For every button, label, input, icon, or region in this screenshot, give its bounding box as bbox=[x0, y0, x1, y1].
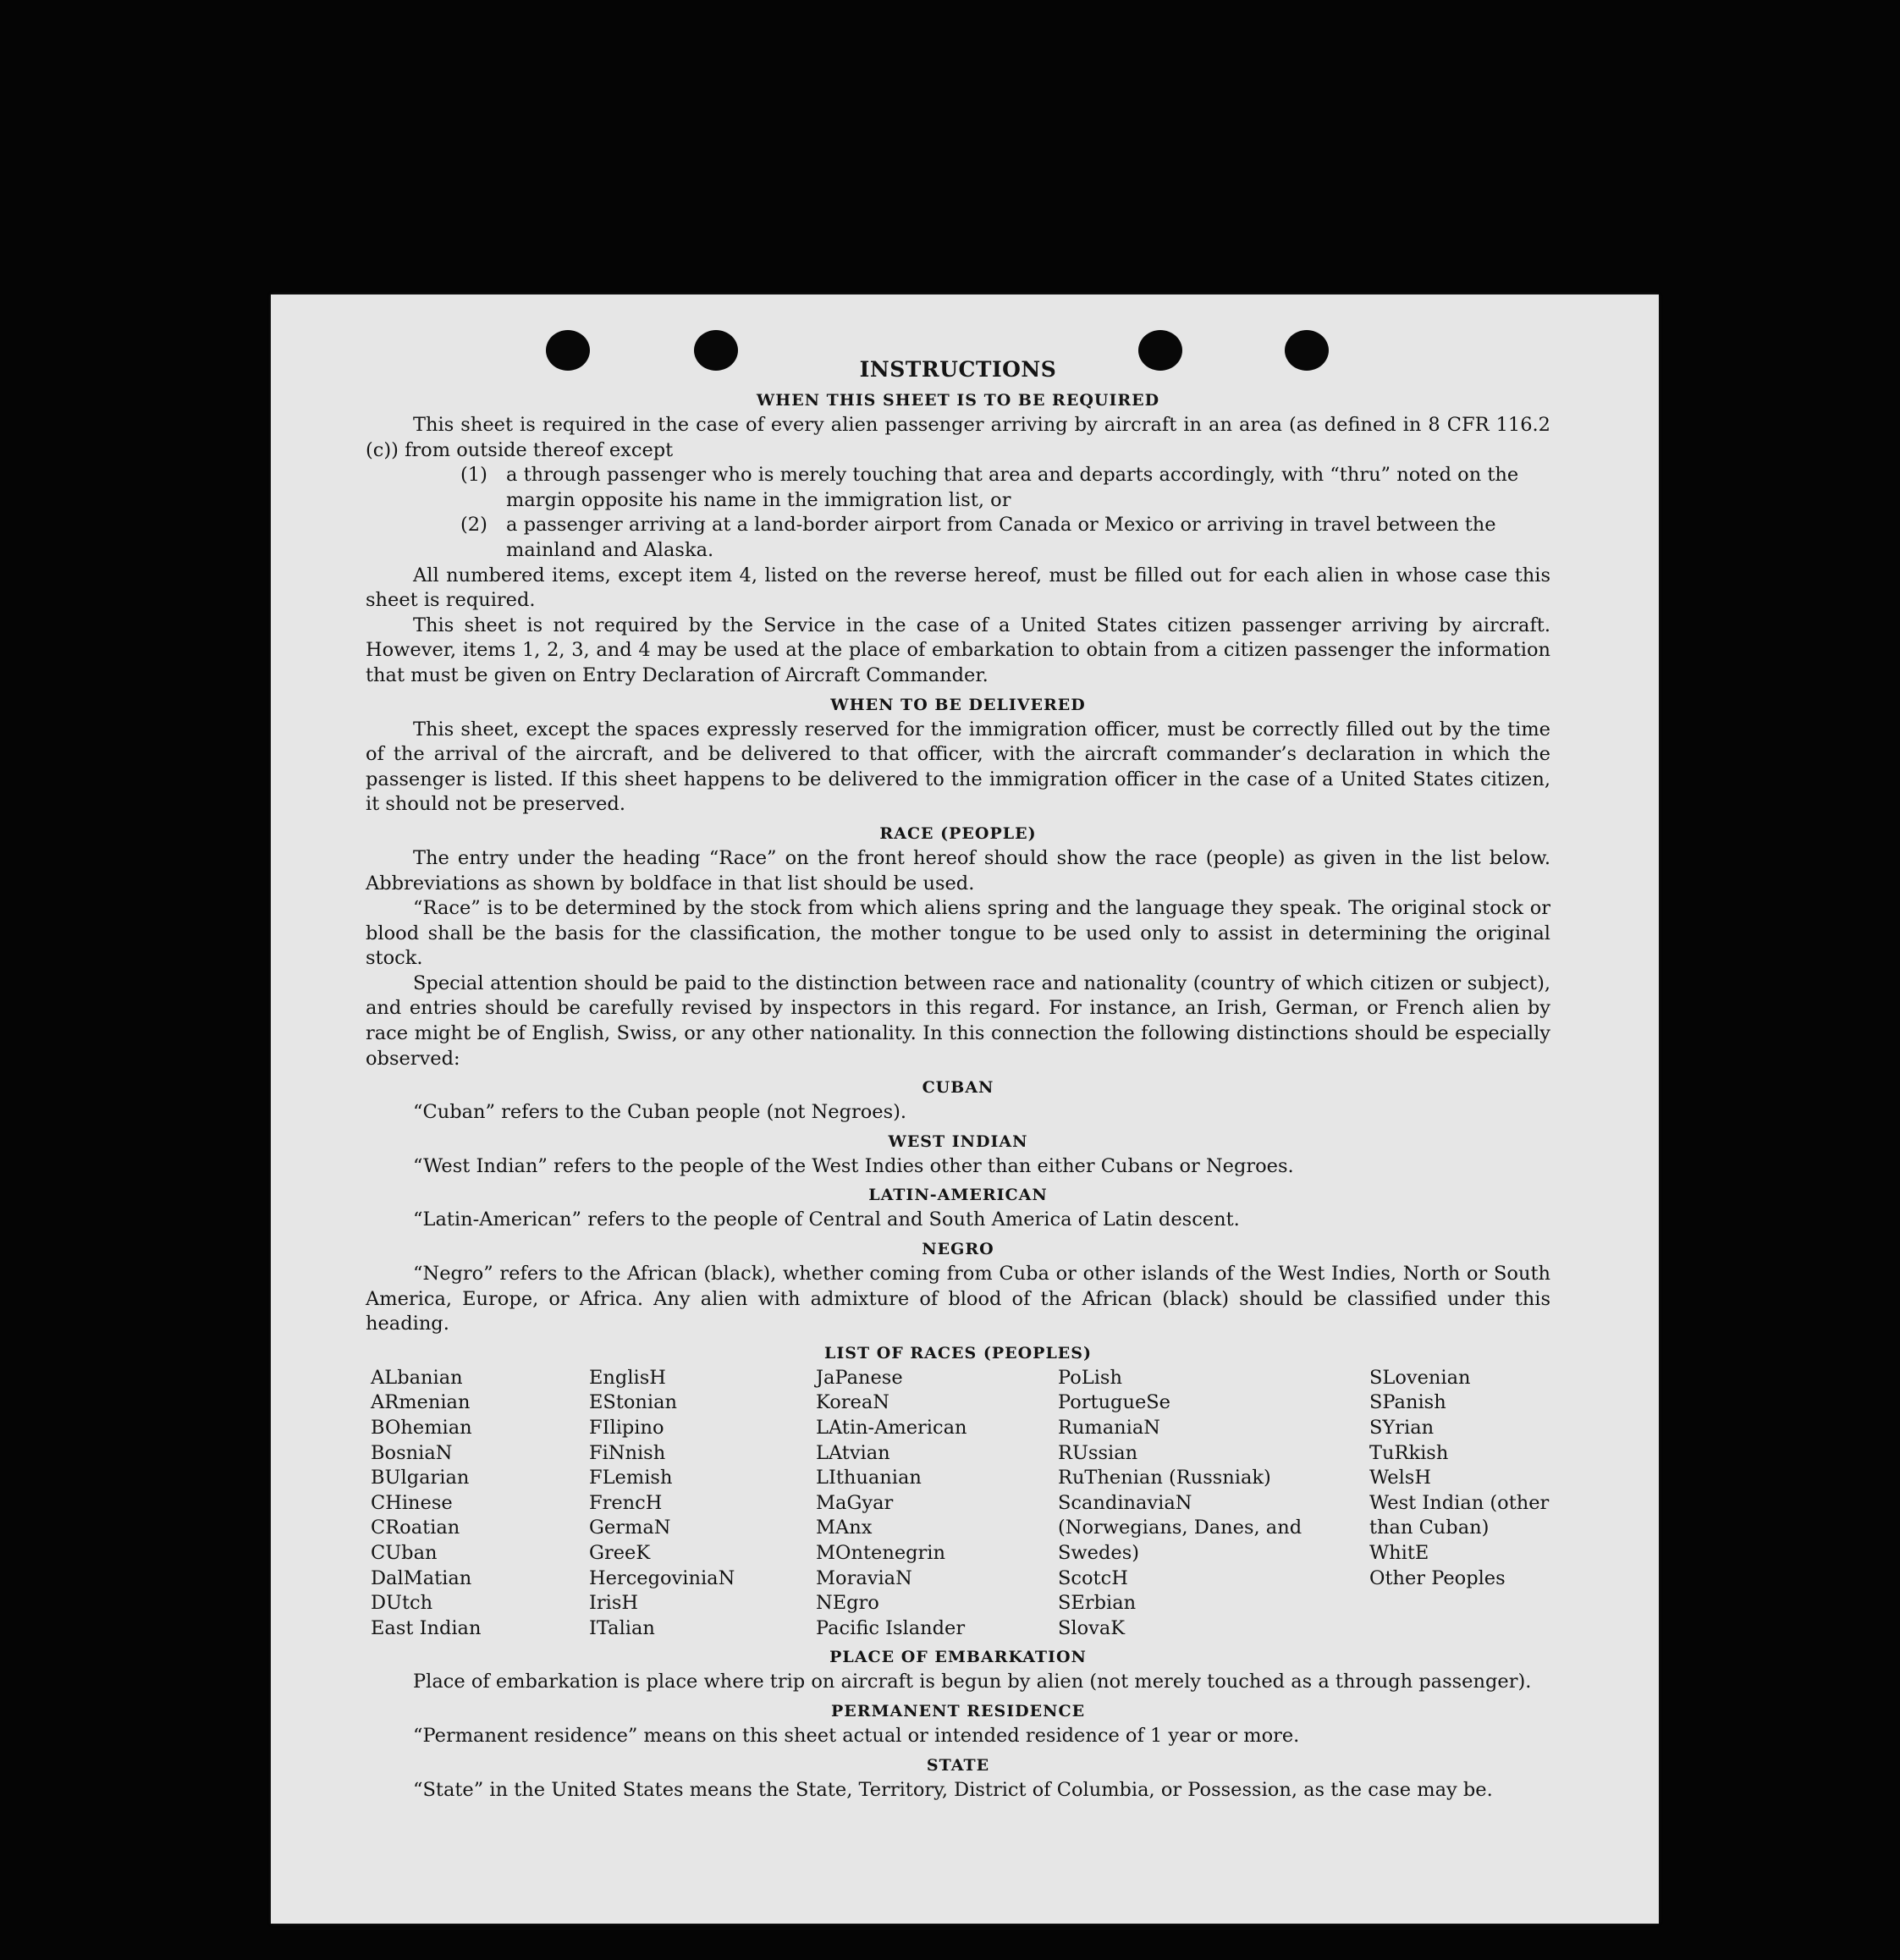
race-entry: FLemish bbox=[589, 1467, 673, 1489]
heading-latin-american: LATIN-AMERICAN bbox=[868, 1186, 1048, 1205]
race-entry: FIlipino bbox=[589, 1417, 664, 1439]
west-indian-text: “West Indian” refers to the people of the West Indies other than either Cubans or Negroes. bbox=[413, 1154, 1294, 1177]
heading-negro: NEGRO bbox=[922, 1240, 994, 1259]
race-entry: MoraviaN bbox=[816, 1566, 912, 1589]
race-entry: SLovenian bbox=[1369, 1366, 1471, 1389]
race-entry: East Indian bbox=[371, 1616, 482, 1639]
residence-text: “Permanent residence” means on this sheet actual or intended residence of 1 year or more. bbox=[413, 1724, 1300, 1747]
race-entry: DalMatian bbox=[371, 1566, 472, 1589]
race-entry: West Indian (other than Cuban) bbox=[1369, 1491, 1550, 1539]
latin-american-text: “Latin-American” refers to the people of Central and South America of Latin descent. bbox=[413, 1208, 1240, 1231]
race-entry: KoreaN bbox=[816, 1391, 889, 1414]
race-entry: SYrian bbox=[1369, 1417, 1435, 1439]
heading-when-delivered: WHEN TO BE DELIVERED bbox=[830, 695, 1086, 714]
race-column bbox=[589, 1366, 816, 1642]
when-required-para3: This sheet is not required by the Service in the case of a United States citizen passenger arriving by aircraft. However, items 1, 2, 3, and 4 may be used at the place of embarkation to obtain from a citizen passenger the information that must be given on Entry Declaration of Aircraft Commander. bbox=[366, 614, 1550, 686]
race-column bbox=[1369, 1366, 1556, 1642]
race-entry: RUssian bbox=[1058, 1441, 1138, 1464]
heading-when-required: WHEN THIS SHEET IS TO BE REQUIRED bbox=[756, 391, 1160, 410]
heading-list-of-races: LIST OF RACES (PEOPLES) bbox=[824, 1343, 1092, 1363]
race-entry: CHinese bbox=[371, 1491, 453, 1514]
item-number: (1) bbox=[460, 464, 487, 487]
heading-permanent-residence: PERMANENT RESIDENCE bbox=[830, 1701, 1086, 1721]
race-entry: CRoatian bbox=[371, 1517, 460, 1539]
race-entry: LAtvian bbox=[816, 1441, 890, 1464]
race-entry: EStonian bbox=[589, 1391, 678, 1414]
race-entry: TuRkish bbox=[1369, 1441, 1449, 1464]
race-entry: MaGyar bbox=[816, 1491, 894, 1514]
race-entry: BOhemian bbox=[371, 1417, 472, 1439]
negro-text: “Negro” refers to the African (black), whether coming from Cuba or other islands of the West Indies, North or South America, Europe, or Africa. Any alien with admixture of blood of the African (black) should be classified under this heading. bbox=[366, 1263, 1550, 1335]
item-number: (2) bbox=[460, 514, 487, 537]
race-entry: RuThenian (Russniak) bbox=[1058, 1467, 1271, 1489]
when-delivered-text: This sheet, except the spaces expressly reserved for the immigration officer, must be correctly filled out by the time of the arrival of the aircraft, and be delivered to that officer, with the aircraft commander’s declaration in which the passenger is listed. If this sheet happens to be delivered to the immigration officer in the case of a United States citizen, it should not be preserved. bbox=[366, 718, 1550, 816]
race-entry: Other Peoples bbox=[1369, 1566, 1506, 1589]
page-title: INSTRUCTIONS bbox=[859, 357, 1057, 382]
race-entry: ScotcH bbox=[1058, 1566, 1128, 1589]
item-text: a passenger arriving at a land-border airport from Canada or Mexico or arriving in travel between the mainland and Alaska. bbox=[506, 514, 1496, 561]
race-entry: BosniaN bbox=[371, 1441, 453, 1464]
race-entry: SlovaK bbox=[1058, 1616, 1126, 1639]
race-entry: SErbian bbox=[1058, 1592, 1137, 1615]
race-entry: GreeK bbox=[589, 1541, 651, 1564]
document-sheet bbox=[271, 295, 1659, 1924]
when-required-para2: All numbered items, except item 4, listed on the reverse hereof, must be filled out for each alien in whose case this sheet is required. bbox=[366, 564, 1550, 612]
race-entry: WhitE bbox=[1369, 1541, 1429, 1564]
heading-embarkation: PLACE OF EMBARKATION bbox=[829, 1648, 1087, 1667]
race-entry: MOntenegrin bbox=[816, 1541, 945, 1564]
race-entry: ALbanian bbox=[371, 1366, 463, 1389]
race-entry: EnglisH bbox=[589, 1366, 666, 1389]
race-column bbox=[371, 1366, 589, 1642]
race-entry: CUban bbox=[371, 1541, 438, 1564]
heading-race: RACE (PEOPLE) bbox=[879, 823, 1037, 843]
exception-item bbox=[460, 463, 1550, 513]
heading-state: STATE bbox=[926, 1755, 990, 1775]
race-para3: Special attention should be paid to the distinction between race and nationality (country of which citizen or subject), and entries should be carefully revised by inspectors in this regard. For instance, an Irish, German, or French alien by race might be of English, Swiss, or any other nationality. In this connection the following distinctions should be especially observed: bbox=[366, 972, 1550, 1070]
race-list bbox=[371, 1366, 1550, 1642]
race-entry: DUtch bbox=[371, 1592, 433, 1615]
heading-cuban: CUBAN bbox=[922, 1078, 994, 1098]
race-entry: BUlgarian bbox=[371, 1467, 470, 1489]
item-text: a through passenger who is merely touching that area and departs accordingly, with “thru” noted on the margin opposite his name in the immigration list, or bbox=[506, 464, 1519, 511]
race-entry: ARmenian bbox=[371, 1391, 471, 1414]
race-para1: The entry under the heading “Race” on the front hereof should show the race (people) as given in the list below. Abbreviations as shown by boldface in that list should be used. bbox=[366, 846, 1550, 895]
race-entry: MAnx bbox=[816, 1517, 873, 1539]
race-entry: HercegoviniaN bbox=[589, 1566, 735, 1589]
race-entry: PoLish bbox=[1058, 1366, 1122, 1389]
race-entry: LIthuanian bbox=[816, 1467, 922, 1489]
race-column bbox=[816, 1366, 1058, 1642]
exception-item bbox=[460, 513, 1550, 563]
race-para2: “Race” is to be determined by the stock from which aliens spring and the language they speak. The original stock or blood shall be the basis for the classification, the mother tongue to be used only to assist in determining the original stock. bbox=[366, 897, 1550, 970]
embarkation-text: Place of embarkation is place where trip on aircraft is begun by alien (not merely touched as a through passenger). bbox=[413, 1671, 1532, 1693]
race-entry: ITalian bbox=[589, 1616, 655, 1639]
race-entry: PortugueSe bbox=[1058, 1391, 1171, 1414]
race-entry: LAtin-American bbox=[816, 1417, 967, 1439]
race-entry: FrencH bbox=[589, 1491, 663, 1514]
race-entry: SPanish bbox=[1369, 1391, 1446, 1414]
race-entry: RumaniaN bbox=[1058, 1417, 1160, 1439]
heading-west-indian: WEST INDIAN bbox=[888, 1131, 1028, 1151]
race-column bbox=[1058, 1366, 1369, 1642]
race-entry: GermaN bbox=[589, 1517, 671, 1539]
state-text: “State” in the United States means the State, Territory, District of Columbia, or Possession, as the case may be. bbox=[413, 1778, 1493, 1801]
race-entry: IrisH bbox=[589, 1592, 639, 1615]
race-entry: Pacific Islander bbox=[816, 1616, 966, 1639]
race-entry: ScandinaviaN (Norwegians, Danes, and Swedes) bbox=[1058, 1491, 1302, 1564]
cuban-text: “Cuban” refers to the Cuban people (not Negroes). bbox=[413, 1101, 907, 1124]
race-entry: NEgro bbox=[816, 1592, 879, 1615]
race-entry: WelsH bbox=[1369, 1467, 1431, 1489]
when-required-intro: This sheet is required in the case of every alien passenger arriving by aircraft in an area (as defined in 8 CFR 116.2 (c)) from outside thereof except bbox=[366, 414, 1550, 461]
race-entry: FiNnish bbox=[589, 1441, 666, 1464]
instructions-content bbox=[366, 355, 1550, 1803]
race-entry: JaPanese bbox=[816, 1366, 903, 1389]
